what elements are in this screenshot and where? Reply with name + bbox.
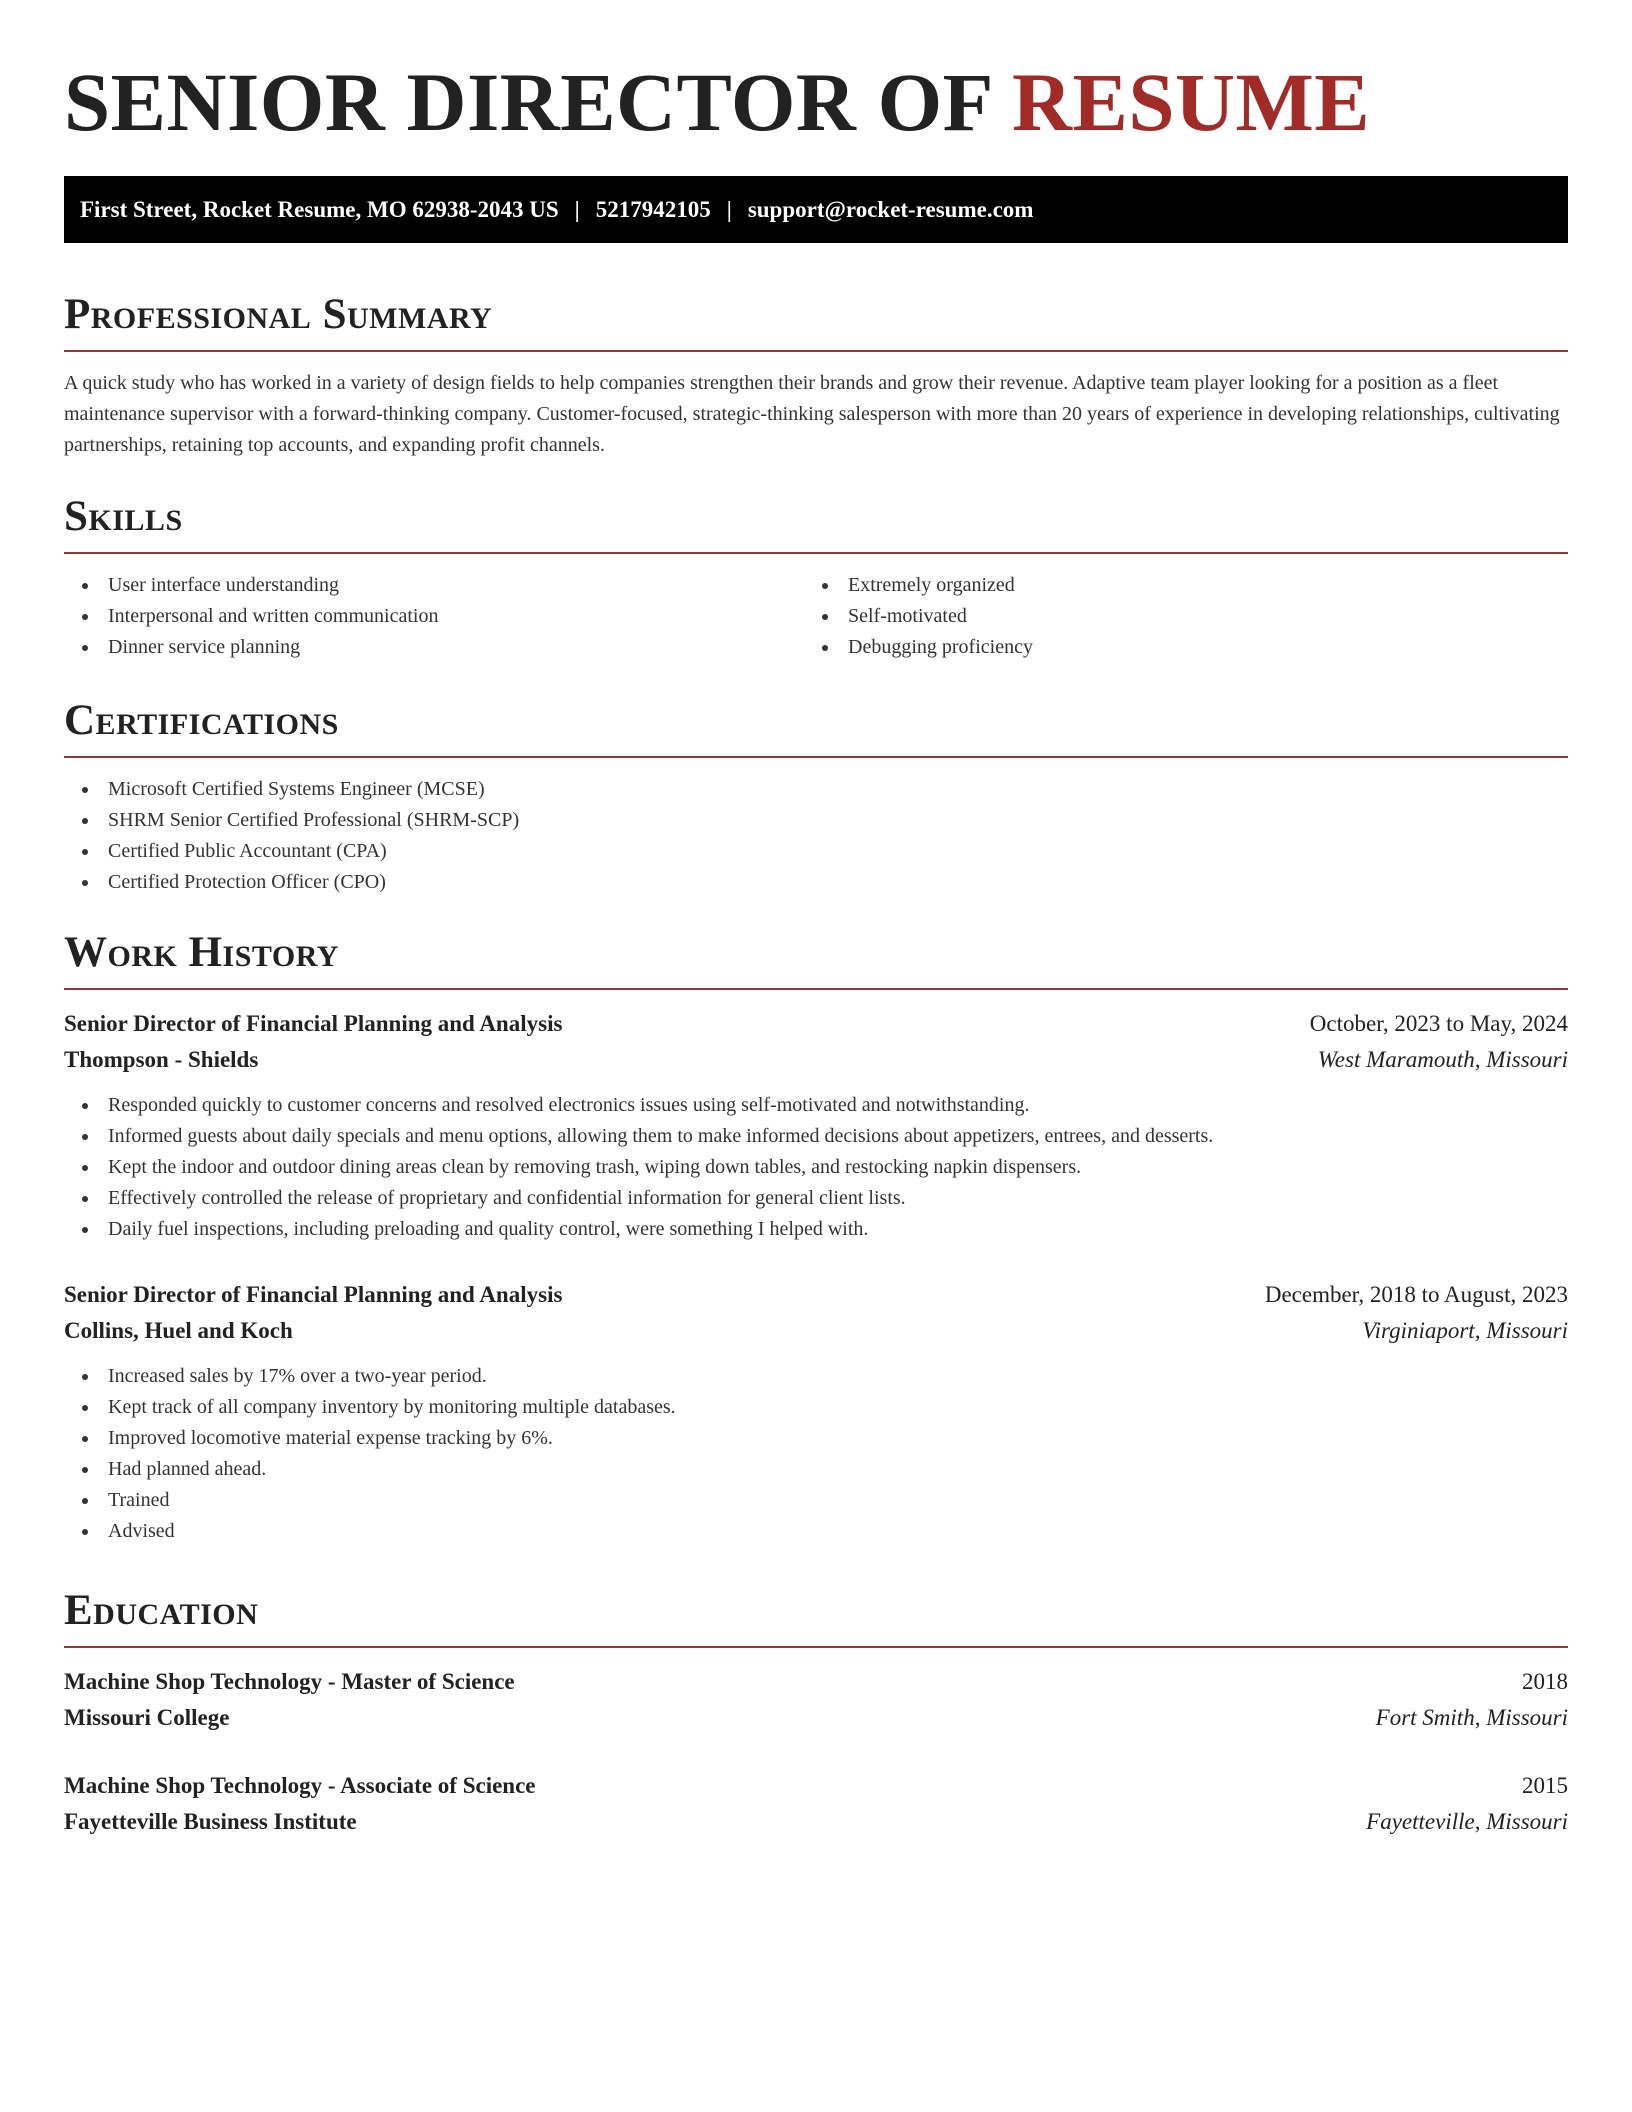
job-dates: December, 2018 to August, 2023 — [1264, 1282, 1568, 1307]
education-school-row — [64, 1804, 1568, 1840]
education-location: Fayetteville, Missouri — [1366, 1809, 1568, 1834]
job-bullet: Responded quickly to customer concerns and resolved electronics issues using self-motivated and notwithstanding. — [64, 1090, 1568, 1121]
section-divider — [64, 350, 1568, 352]
education-school-row — [64, 1700, 1568, 1736]
summary-text: A quick study who has worked in a variety of design fields to help companies strengthen their brands and grow their revenue. Adaptive team player looking for a position as a fleet maintenance supervisor with a forward-thinking company. Customer-focused, strategic-thinking salesperson with more than 20 years of experience in developing relationships, cultivating partnerships, retaining top accounts, and expanding profit channels. — [64, 372, 1560, 456]
job-entry — [64, 1277, 1568, 1547]
job-bullet: Effectively controlled the release of proprietary and confidential information for general client lists. — [64, 1183, 1568, 1214]
job-bullet: Kept track of all company inventory by monitoring multiple databases. — [64, 1392, 1568, 1423]
section-divider — [64, 756, 1568, 758]
contact-address: First Street, Rocket Resume, MO 62938-2043 US — [80, 196, 559, 222]
contact-phone: 5217942105 — [595, 196, 711, 222]
education-heading: Education — [64, 1587, 259, 1634]
work-history-heading: Work History — [64, 929, 339, 976]
education-degree-row — [64, 1664, 1568, 1700]
education-section — [64, 1582, 1568, 1840]
job-dates: October, 2023 to May, 2024 — [1309, 1011, 1568, 1036]
job-bullet: Had planned ahead. — [64, 1454, 1568, 1485]
job-bullet: Informed guests about daily specials and menu options, allowing them to make informed decisions about appetizers, entrees, and desserts. — [64, 1121, 1568, 1152]
certifications-section — [64, 692, 1568, 898]
job-bullets — [64, 1090, 1568, 1245]
job-bullet: Kept the indoor and outdoor dining areas clean by removing trash, wiping down tables, and restocking napkin dispensers. — [64, 1152, 1568, 1183]
job-company: Thompson - Shields — [64, 1047, 259, 1072]
certification-item: Certified Protection Officer (CPO) — [64, 867, 1568, 898]
resume-title — [64, 0, 1568, 152]
education-school: Missouri College — [64, 1705, 230, 1730]
certifications-heading: Certifications — [64, 697, 339, 744]
work-history-section — [64, 924, 1568, 1547]
section-divider — [64, 1646, 1568, 1648]
contact-separator: | — [726, 196, 732, 222]
job-bullet: Advised — [64, 1516, 1568, 1547]
education-degree: Machine Shop Technology - Associate of Science — [64, 1773, 536, 1798]
job-company-row — [64, 1313, 1568, 1349]
section-divider — [64, 988, 1568, 990]
job-bullet: Trained — [64, 1485, 1568, 1516]
skill-item: Dinner service planning — [64, 632, 804, 663]
skill-item: Extremely organized — [804, 570, 1544, 601]
education-entry — [64, 1664, 1568, 1736]
title-main: SENIOR DIRECTOR OF — [64, 56, 1013, 148]
job-location: West Maramouth, Missouri — [1317, 1047, 1568, 1072]
job-header-row — [64, 1006, 1568, 1042]
skill-item: Interpersonal and written communication — [64, 601, 804, 632]
job-company-row — [64, 1042, 1568, 1078]
skills-heading: Skills — [64, 493, 183, 540]
education-year: 2015 — [1522, 1773, 1568, 1798]
education-degree-row — [64, 1768, 1568, 1804]
job-bullet: Daily fuel inspections, including preloading and quality control, were something I helped with. — [64, 1214, 1568, 1245]
contact-separator: | — [574, 196, 580, 222]
job-role: Senior Director of Financial Planning and Analysis — [64, 1282, 563, 1307]
job-bullet: Improved locomotive material expense tracking by 6%. — [64, 1423, 1568, 1454]
job-company: Collins, Huel and Koch — [64, 1318, 293, 1343]
education-entry — [64, 1768, 1568, 1840]
summary-heading: Professional Summary — [64, 291, 493, 338]
skill-item: Debugging proficiency — [804, 632, 1544, 663]
contact-email: support@rocket-resume.com — [747, 196, 1034, 222]
skills-right-list — [804, 570, 1544, 663]
education-year: 2018 — [1522, 1669, 1568, 1694]
skill-item: Self-motivated — [804, 601, 1544, 632]
education-degree: Machine Shop Technology - Master of Science — [64, 1669, 515, 1694]
contact-bar — [64, 176, 1568, 243]
job-header-row — [64, 1277, 1568, 1313]
resume-content — [64, 0, 1568, 1834]
section-divider — [64, 552, 1568, 554]
education-location: Fort Smith, Missouri — [1375, 1705, 1568, 1730]
job-location: Virginiaport, Missouri — [1362, 1318, 1568, 1343]
summary-section — [64, 286, 1568, 461]
title-accent: RESUME — [1012, 56, 1371, 148]
skill-item: User interface understanding — [64, 570, 804, 601]
skills-grid — [64, 570, 1568, 663]
skills-left-list — [64, 570, 804, 663]
job-bullet: Increased sales by 17% over a two-year period. — [64, 1361, 1568, 1392]
job-entry — [64, 1006, 1568, 1245]
skills-section — [64, 488, 1568, 663]
job-bullets — [64, 1361, 1568, 1547]
certification-item: Microsoft Certified Systems Engineer (MCSE) — [64, 774, 1568, 805]
certification-item: SHRM Senior Certified Professional (SHRM-SCP) — [64, 805, 1568, 836]
certification-item: Certified Public Accountant (CPA) — [64, 836, 1568, 867]
job-role: Senior Director of Financial Planning and Analysis — [64, 1011, 563, 1036]
certifications-list — [64, 774, 1568, 898]
education-school: Fayetteville Business Institute — [64, 1809, 357, 1834]
